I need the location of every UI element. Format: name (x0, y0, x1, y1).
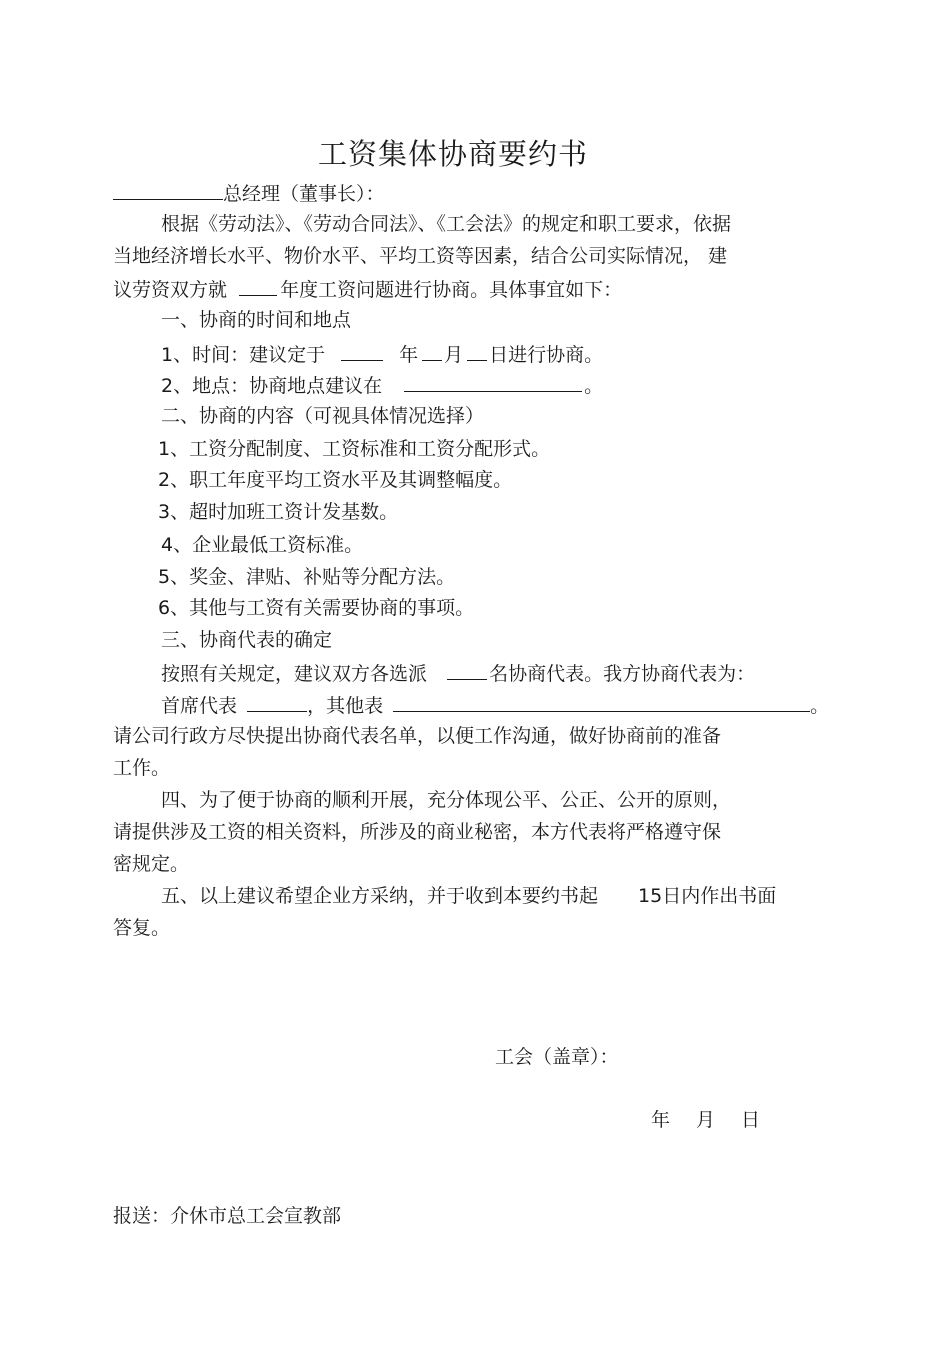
chief-label: 首席代表 (161, 695, 238, 717)
section5-text: 五、以上建议希望企业方采纳，并于收到本要约书起 (161, 885, 599, 907)
section2-item: 2、职工年度平均工资水平及其调整幅度。 (158, 469, 513, 491)
section1-heading: 一、协商的时间和地点 (161, 309, 352, 331)
place-blank (404, 372, 582, 392)
section2-item: 5、奖金、津贴、补贴等分配方法。 (158, 566, 456, 588)
chief-blank (247, 692, 307, 712)
others-end: 。 (810, 695, 830, 717)
date-month: 月 (696, 1109, 716, 1131)
union-seal-label: 工会（盖章）： (495, 1046, 619, 1068)
time-month: 月 (444, 344, 464, 366)
section1-place (161, 372, 603, 398)
date-year: 年 (651, 1109, 671, 1131)
others-blank (393, 692, 810, 712)
place-suffix: 。 (584, 375, 604, 397)
section2-item: 3、超时加班工资计发基数。 (158, 501, 399, 523)
addressee-text: 总经理（董事长）： (223, 183, 385, 205)
time-year: 年 (399, 344, 419, 366)
signature-date (651, 1108, 760, 1132)
time-day: 日进行协商。 (489, 344, 604, 366)
section4-line-3: 密规定。 (113, 853, 190, 875)
date-day: 日 (741, 1109, 761, 1131)
section2-item: 4、企业最低工资标准。 (161, 534, 364, 556)
time-day-blank (467, 341, 487, 361)
section2-heading: 二、协商的内容（可视具体情况选择） (161, 405, 485, 427)
section3-line-1 (161, 660, 755, 686)
section5-days: 15日内作出书面 (638, 885, 777, 907)
intro-line-3 (113, 276, 622, 302)
place-prefix: 2、地点：协商地点建议在 (161, 375, 383, 397)
section5-line-2: 答复。 (113, 917, 171, 939)
time-month-blank (422, 341, 442, 361)
page-title: 工资集体协商要约书 (318, 137, 589, 171)
intro-line-2: 当地经济增长水平、物价水平、平均工资等因素，结合公司实际情况， 建 (113, 245, 728, 267)
cc-line: 报送：介休市总工会宣教部 (113, 1205, 342, 1227)
section4-line-2: 请提供涉及工资的相关资料，所涉及的商业秘密，本方代表将严格遵守保 (113, 821, 722, 843)
addressee-blank (113, 180, 223, 200)
reps-prefix: 按照有关规定，建议双方各选派 (161, 663, 428, 685)
section3-heading: 三、协商代表的确定 (161, 629, 333, 651)
intro-line-3b: 年度工资问题进行协商。具体事宜如下： (280, 279, 623, 301)
section3-line-4: 工作。 (113, 757, 171, 779)
section5-line-1 (161, 884, 776, 908)
intro-line-3a: 议劳资双方就 (113, 279, 228, 301)
others-label: ，其他表 (307, 695, 384, 717)
section4-line-1: 四、为了便于协商的顺利开展，充分体现公平、公正、公开的原则， (161, 789, 732, 811)
section2-item: 1、工资分配制度、工资标准和工资分配形式。 (158, 438, 551, 460)
section2-item: 6、其他与工资有关需要协商的事项。 (158, 597, 475, 619)
intro-line-1: 根据《劳动法》、《劳动合同法》、《工会法》的规定和职工要求，依据 (161, 213, 732, 235)
time-year-blank (341, 341, 383, 361)
addressee-line (113, 180, 385, 206)
reps-suffix: 名协商代表。我方协商代表为： (489, 663, 756, 685)
time-prefix: 1、时间：建议定于 (161, 344, 326, 366)
section3-line-3: 请公司行政方尽快提出协商代表名单，以便工作沟通，做好协商前的准备 (113, 725, 722, 747)
section3-line-2 (161, 692, 829, 718)
reps-count-blank (447, 660, 487, 680)
year-blank (239, 276, 277, 296)
section1-time (161, 341, 603, 367)
